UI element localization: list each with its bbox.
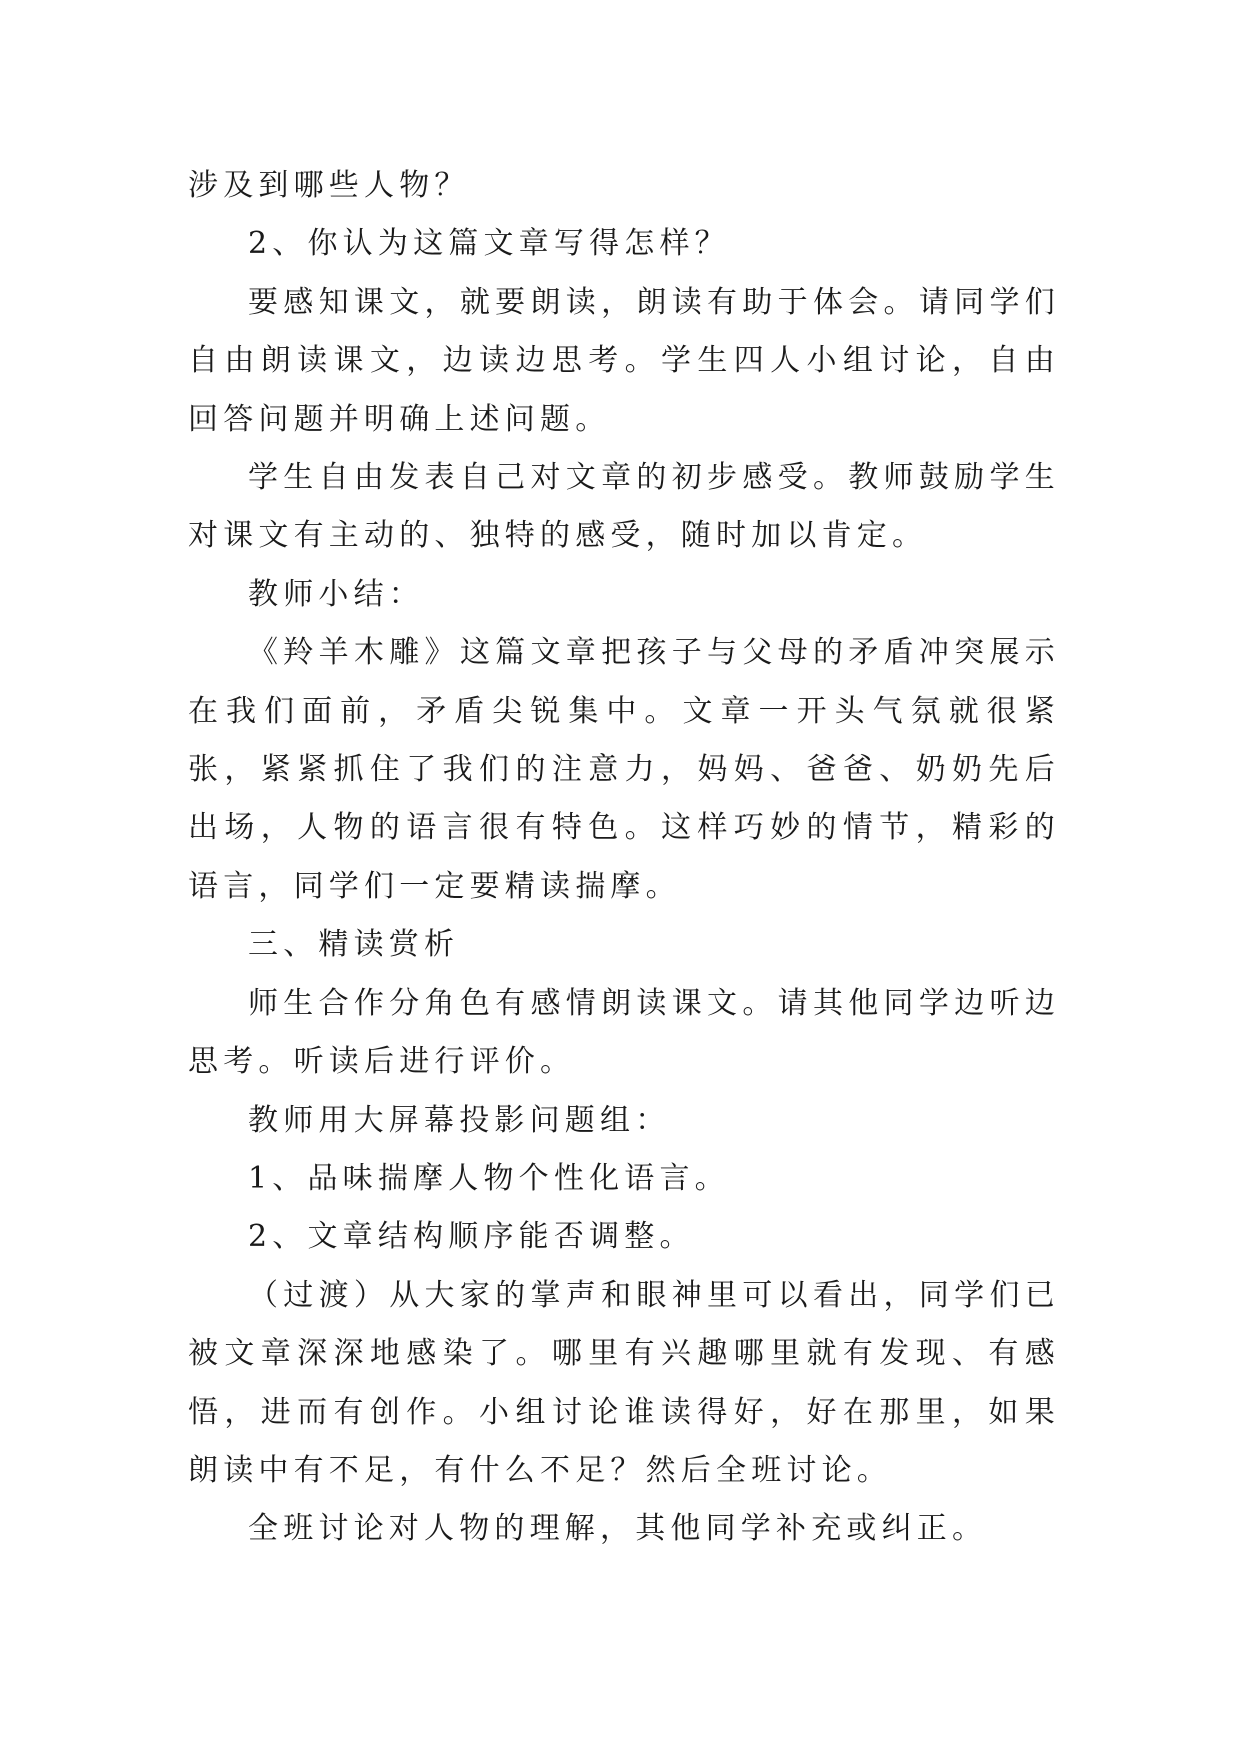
paragraph-role-reading: 师生合作分角色有感情朗读课文。请其他同学边听边思考。听读后进行评价。 [188,985,1060,1080]
list-item-question-2: 2、文章结构顺序能否调整。 [248,1219,695,1255]
paragraph-class-discussion: 全班讨论对人物的理解，其他同学补充或纠正。 [248,1511,988,1547]
list-item-question-1: 1、品味揣摩人物个性化语言。 [248,1160,730,1196]
paragraph-reading-instruction: 要感知课文，就要朗读，朗读有助于体会。请同学们自由朗读课文，边读边思考。学生四人小组讨论，自由回答问题并明确上述问题。 [188,284,1060,437]
paragraph-continuation: 涉及到哪些人物？ [188,168,470,203]
paragraph-teacher-summary: 《羚羊木雕》这篇文章把孩子与父母的矛盾冲突展示在我们面前，矛盾尖锐集中。文章一开头气氛就很紧张，紧紧抓住了我们的注意力，妈妈、爸爸、奶奶先后出场，人物的语言很有特色。这样巧妙的情节，精彩的语言，同学们一定要精读揣摩。 [188,635,1060,904]
paragraph-student-feedback: 学生自由发表自己对文章的初步感受。教师鼓励学生对课文有主动的、独特的感受，随时加以肯定。 [188,460,1060,554]
paragraph-projection-questions: 教师用大屏幕投影问题组： [248,1102,671,1138]
paragraph-transition: （过渡）从大家的掌声和眼神里可以看出，同学们已被文章深深地感染了。哪里有兴趣哪里就有发现、有感悟，进而有创作。小组讨论谁读得好，好在那里，如果朗读中有不足，有什么不足？然后全班讨论。 [188,1277,1060,1488]
paragraph-teacher-summary-heading: 教师小结： [248,576,424,612]
section-heading-close-reading: 三、精读赏析 [248,927,460,963]
document-body [188,157,1060,1559]
paragraph-question-2: 2、你认为这篇文章写得怎样？ [248,226,730,262]
